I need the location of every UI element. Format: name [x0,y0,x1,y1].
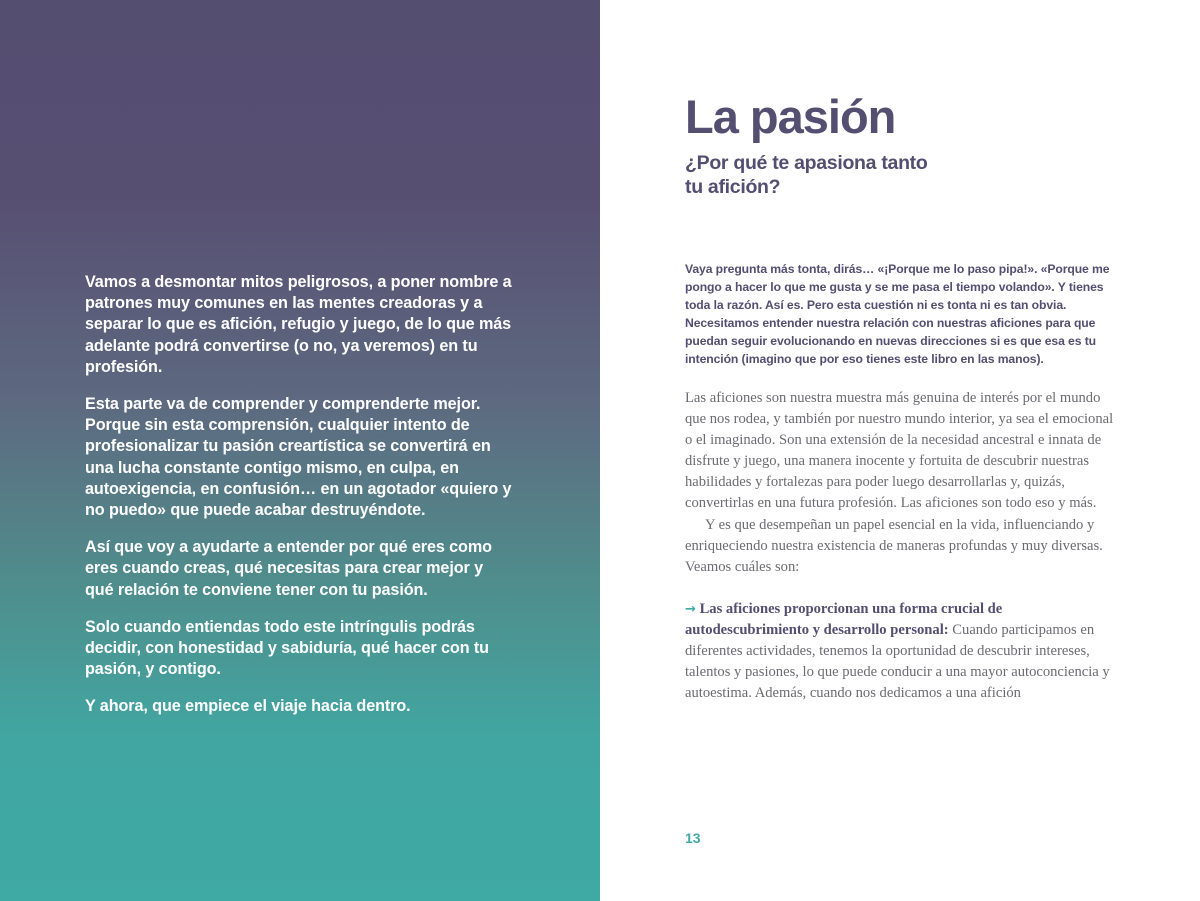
arrow-right-icon: → [685,601,696,617]
bullet-text: Cuando participamos en diferentes actividades, tenemos la oportunidad de descubrir intereses, talentos y pasiones, lo que puede conducir a una mayor autoconciencia y autoestima. Además, cuando nos dedicamos a una afición [685,621,1110,702]
left-paragraph: Esta parte va de comprender y comprenderte mejor. Porque sin esta comprensión, cualquier intento de profesionalizar tu pasión creartística se convertirá en una lucha constante contigo mismo, en culpa, en autoexigencia, en confusión… en un agotador «quiero y no puedo» que puede acabar destruyéndote. [85,395,512,520]
right-page [600,0,1200,901]
intro-paragraph: Vaya pregunta más tonta, dirás… «¡Porque me lo paso pipa!». «Porque me pongo a hacer lo que me gusta y se me pasa el tiempo volando». Y tienes toda la razón. Así es. Pero esta cuestión ni es tonta ni es tan obvia. Necesitamos entender nuestra relación con nuestras aficiones para que puedan seguir evolucionando en nuevas direcciones si es que esa es tu intención (imagino que por eso tienes este libro en las manos). [685,262,1110,366]
body-paragraph: Y es que desempeñan un papel esencial en la vida, influenciando y enriqueciendo nuestra existencia de maneras profundas y muy diversas. Veamos cuáles son: [685,516,1103,575]
left-paragraph: Solo cuando entiendas todo este intríngulis podrás decidir, con honestidad y sabiduría, qué hacer con tu pasión, y contigo. [85,617,489,679]
page-number: 13 [685,830,701,846]
chapter-subtitle: ¿Por qué te apasiona tanto tu afición? [685,152,928,198]
left-paragraph: Y ahora, que empiece el viaje hacia dentro. [85,697,411,716]
left-paragraph: Así que voy a ayudarte a entender por qué eres como eres cuando creas, qué necesitas para crear mejor y qué relación te conviene tener con tu pasión. [85,538,492,599]
body-text [685,388,1117,704]
bullet-lead: Las aficiones proporcionan una forma crucial de autodescubrimiento y desarrollo personal: [685,600,1003,638]
bullet-item [685,599,1117,704]
chapter-title: La pasión [685,90,896,143]
left-page-text [85,272,515,734]
left-paragraph: Vamos a desmontar mitos peligrosos, a poner nombre a patrones muy comunes en las mentes creadoras y a separar lo que es afición, refugio y juego, de lo que más adelante podrá convertirse (o no, ya veremos) en tu profesión. [85,273,512,376]
body-paragraph: Las aficiones son nuestra muestra más genuina de interés por el mundo que nos rodea, y también por nuestro mundo interior, ya sea el emocional o el imaginado. Son una extensión de la necesidad ancestral e innata de disfrute y juego, una manera inocente y fortuita de descubrir nuestras habilidades y fortalezas para poder luego desarrollarlas y, quizás, convertirlas en una futura profesión. Las aficiones son todo eso y más. [685,390,1114,512]
